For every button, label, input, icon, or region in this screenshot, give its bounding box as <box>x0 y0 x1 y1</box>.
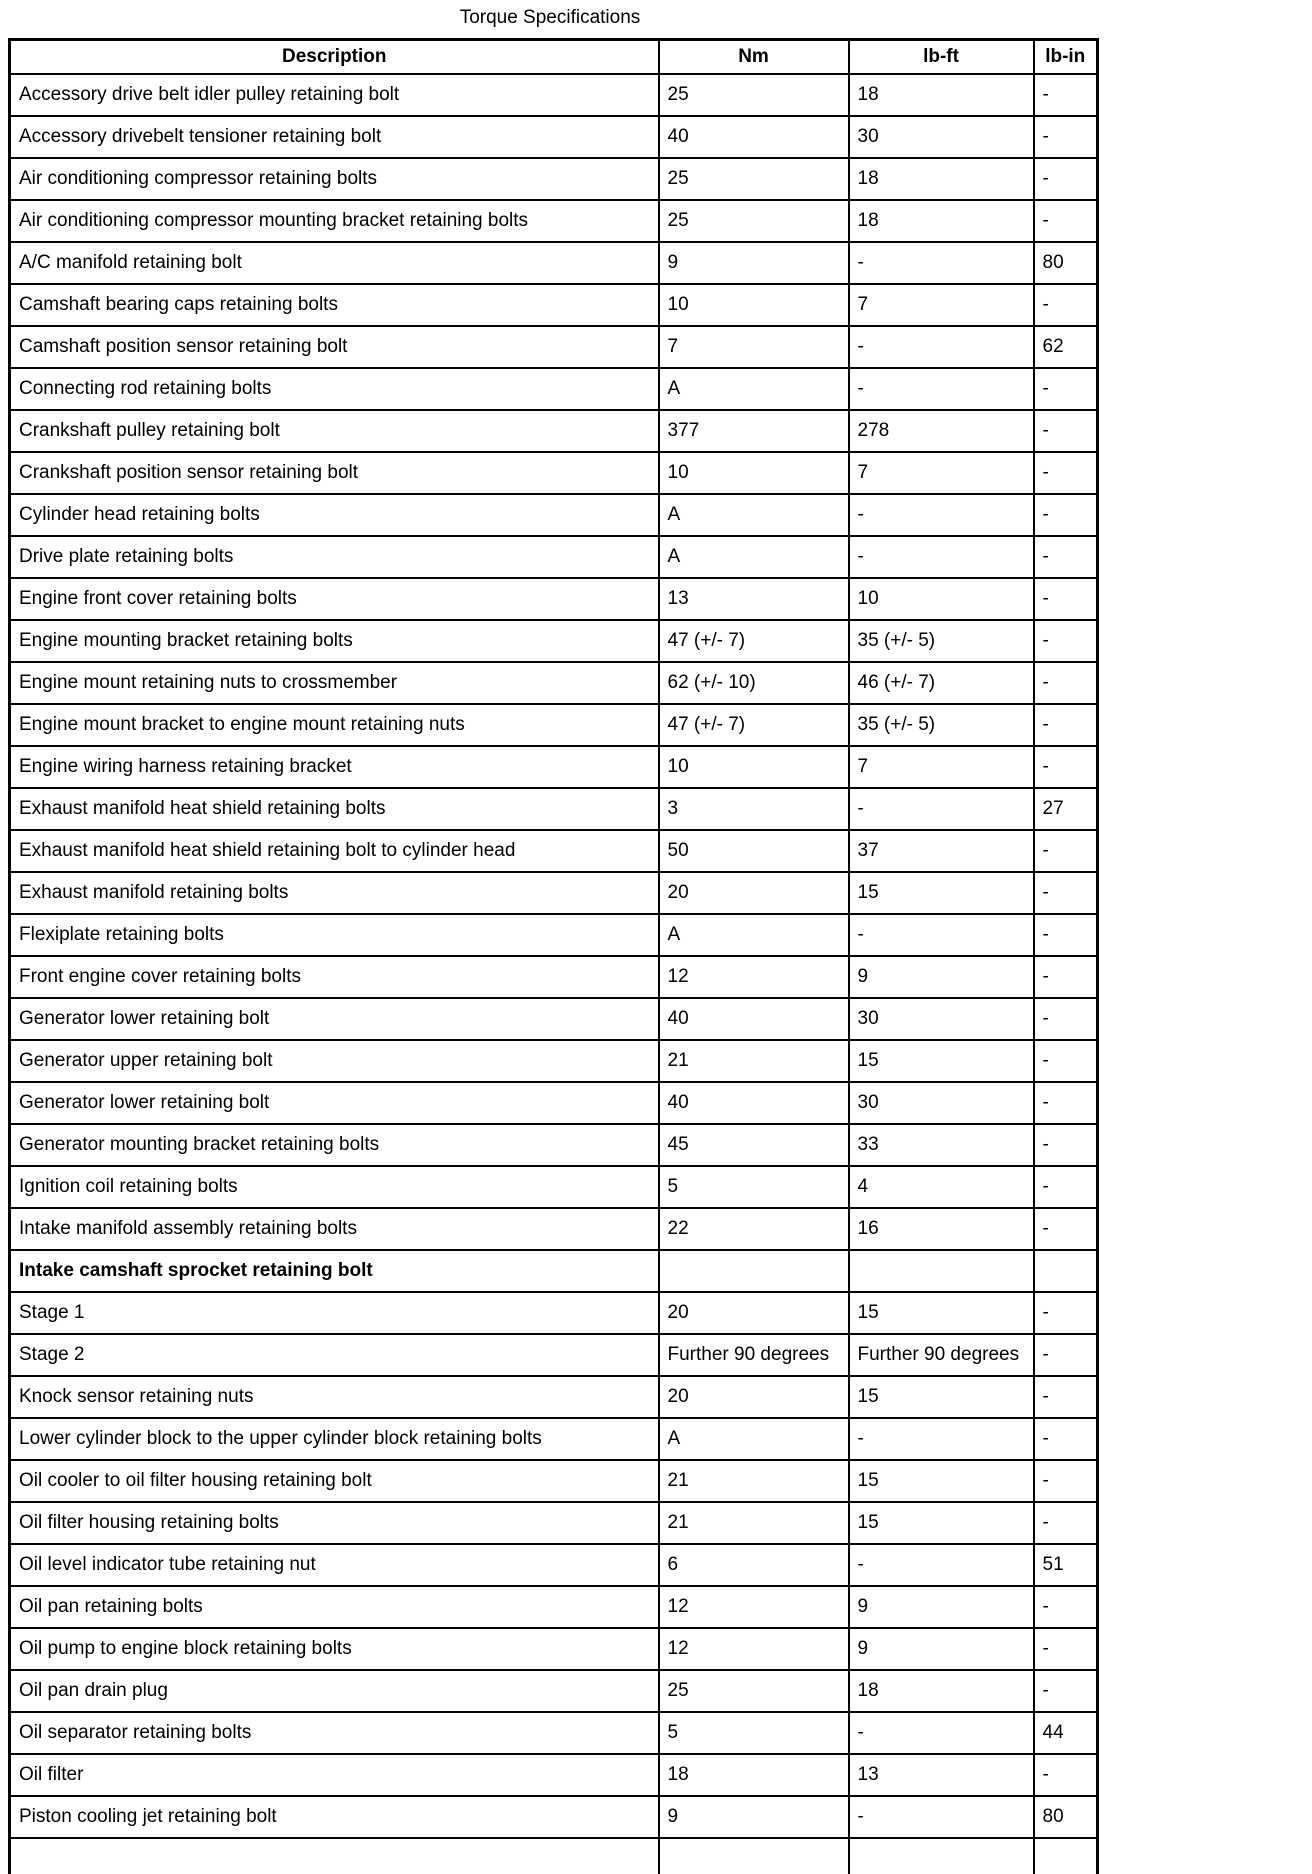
cell-nm: A <box>659 536 849 578</box>
cell-lb-ft: 18 <box>849 1670 1034 1712</box>
cell-lb-in <box>1034 1250 1098 1292</box>
table-row <box>10 1628 1098 1670</box>
table-row <box>10 158 1098 200</box>
cell-lb-ft: - <box>849 242 1034 284</box>
table-row <box>10 1544 1098 1586</box>
cell-lb-in: - <box>1034 1418 1098 1460</box>
cell-lb-ft: 30 <box>849 1082 1034 1124</box>
cell-nm: 9 <box>659 1796 849 1838</box>
cell-lb-in: - <box>1034 494 1098 536</box>
cell-nm: 21 <box>659 1040 849 1082</box>
cell-description: Camshaft bearing caps retaining bolts <box>10 284 659 326</box>
cell-lb-ft: 15 <box>849 1040 1034 1082</box>
cell-description: Camshaft position sensor retaining bolt <box>10 326 659 368</box>
cell-nm: 3 <box>659 788 849 830</box>
table-row <box>10 746 1098 788</box>
cell-description: Stage 1 <box>10 1292 659 1334</box>
cell-nm: 25 <box>659 158 849 200</box>
cell-lb-in: - <box>1034 1670 1098 1712</box>
cell-lb-ft: 15 <box>849 872 1034 914</box>
cell-description: Intake camshaft sprocket retaining bolt <box>10 1250 659 1292</box>
cell-lb-ft: 15 <box>849 1376 1034 1418</box>
cell-lb-ft: 7 <box>849 746 1034 788</box>
cell-lb-in: - <box>1034 1334 1098 1376</box>
table-row <box>10 1460 1098 1502</box>
cell-description: Accessory drivebelt tensioner retaining bolt <box>10 116 659 158</box>
table-row <box>10 1586 1098 1628</box>
cell-nm: A <box>659 914 849 956</box>
cell-nm: 20 <box>659 1376 849 1418</box>
cell-lb-ft: 4 <box>849 1166 1034 1208</box>
cell-lb-in: - <box>1034 1292 1098 1334</box>
table-row <box>10 1670 1098 1712</box>
cell-lb-in: - <box>1034 1166 1098 1208</box>
cell-nm: 13 <box>659 578 849 620</box>
cell-lb-ft: - <box>849 1712 1034 1754</box>
table-row <box>10 1754 1098 1796</box>
cell-lb-in: - <box>1034 872 1098 914</box>
cell-description: Exhaust manifold heat shield retaining bolts <box>10 788 659 830</box>
cell-description: Engine wiring harness retaining bracket <box>10 746 659 788</box>
table-row <box>10 1250 1098 1292</box>
cell-lb-ft: 15 <box>849 1292 1034 1334</box>
cell-description: Drive plate retaining bolts <box>10 536 659 578</box>
cell-nm: Further 90 degrees <box>659 1334 849 1376</box>
table-row <box>10 242 1098 284</box>
table-row <box>10 662 1098 704</box>
cell-lb-in: - <box>1034 746 1098 788</box>
table-row <box>10 368 1098 410</box>
table-row <box>10 1334 1098 1376</box>
cell-lb-ft: 30 <box>849 116 1034 158</box>
table-row <box>10 284 1098 326</box>
cell-nm: 40 <box>659 998 849 1040</box>
cell-lb-in: - <box>1034 830 1098 872</box>
cell-nm: 18 <box>659 1754 849 1796</box>
cell-nm: 22 <box>659 1208 849 1250</box>
table-row <box>10 914 1098 956</box>
cell-description: Oil pan retaining bolts <box>10 1586 659 1628</box>
cell-description: Oil cooler to oil filter housing retaining bolt <box>10 1460 659 1502</box>
cell-lb-ft: 15 <box>849 1502 1034 1544</box>
cell-description: Crankshaft position sensor retaining bolt <box>10 452 659 494</box>
cell-nm <box>659 1838 849 1874</box>
cell-description <box>10 1838 659 1874</box>
cell-description: Engine front cover retaining bolts <box>10 578 659 620</box>
table-row <box>10 116 1098 158</box>
cell-lb-in: - <box>1034 956 1098 998</box>
cell-description: Connecting rod retaining bolts <box>10 368 659 410</box>
cell-lb-ft: 16 <box>849 1208 1034 1250</box>
cell-lb-ft <box>849 1250 1034 1292</box>
table-row <box>10 1082 1098 1124</box>
cell-nm: 377 <box>659 410 849 452</box>
cell-nm: 7 <box>659 326 849 368</box>
torque-spec-table <box>8 38 1099 1874</box>
cell-lb-in: 62 <box>1034 326 1098 368</box>
cell-lb-in: - <box>1034 116 1098 158</box>
cell-description: Flexiplate retaining bolts <box>10 914 659 956</box>
cell-lb-ft: - <box>849 536 1034 578</box>
cell-lb-ft: 18 <box>849 158 1034 200</box>
cell-description: Lower cylinder block to the upper cylinder block retaining bolts <box>10 1418 659 1460</box>
cell-description: Stage 2 <box>10 1334 659 1376</box>
cell-description: Exhaust manifold retaining bolts <box>10 872 659 914</box>
table-row <box>10 536 1098 578</box>
cell-lb-in: - <box>1034 1208 1098 1250</box>
column-header-description: Description <box>10 40 659 74</box>
cell-description: Oil filter <box>10 1754 659 1796</box>
cell-nm: 12 <box>659 956 849 998</box>
cell-lb-in: - <box>1034 662 1098 704</box>
cell-lb-ft: 18 <box>849 200 1034 242</box>
table-row <box>10 74 1098 116</box>
cell-lb-in: - <box>1034 1502 1098 1544</box>
cell-description: Oil separator retaining bolts <box>10 1712 659 1754</box>
cell-lb-ft: - <box>849 326 1034 368</box>
cell-lb-ft: 33 <box>849 1124 1034 1166</box>
table-row <box>10 998 1098 1040</box>
cell-lb-in: 80 <box>1034 242 1098 284</box>
cell-nm: 25 <box>659 74 849 116</box>
table-row <box>10 1376 1098 1418</box>
cell-lb-ft: 18 <box>849 74 1034 116</box>
cell-description: Front engine cover retaining bolts <box>10 956 659 998</box>
cell-lb-in: - <box>1034 1040 1098 1082</box>
table-row <box>10 704 1098 746</box>
cell-lb-ft: 13 <box>849 1754 1034 1796</box>
cell-nm: A <box>659 1418 849 1460</box>
cell-lb-in: - <box>1034 704 1098 746</box>
table-row <box>10 956 1098 998</box>
cell-nm: 21 <box>659 1502 849 1544</box>
cell-description: Air conditioning compressor retaining bolts <box>10 158 659 200</box>
table-row <box>10 1838 1098 1874</box>
cell-description: Generator mounting bracket retaining bolts <box>10 1124 659 1166</box>
cell-nm: 10 <box>659 284 849 326</box>
cell-lb-ft: - <box>849 788 1034 830</box>
cell-nm: 47 (+/- 7) <box>659 620 849 662</box>
cell-nm: 20 <box>659 872 849 914</box>
cell-nm: 45 <box>659 1124 849 1166</box>
column-header-nm: Nm <box>659 40 849 74</box>
cell-lb-in: - <box>1034 284 1098 326</box>
table-row <box>10 1166 1098 1208</box>
table-row <box>10 200 1098 242</box>
table-row <box>10 1502 1098 1544</box>
cell-description: Engine mount bracket to engine mount retaining nuts <box>10 704 659 746</box>
cell-lb-ft: 15 <box>849 1460 1034 1502</box>
table-row <box>10 1712 1098 1754</box>
cell-lb-ft: - <box>849 1418 1034 1460</box>
cell-lb-ft <box>849 1838 1034 1874</box>
cell-description: Piston cooling jet retaining bolt <box>10 1796 659 1838</box>
cell-description: A/C manifold retaining bolt <box>10 242 659 284</box>
cell-lb-ft: Further 90 degrees <box>849 1334 1034 1376</box>
cell-lb-in: - <box>1034 158 1098 200</box>
cell-nm: 50 <box>659 830 849 872</box>
cell-nm: A <box>659 368 849 410</box>
cell-lb-in: 80 <box>1034 1796 1098 1838</box>
cell-lb-in: - <box>1034 998 1098 1040</box>
cell-lb-in: - <box>1034 620 1098 662</box>
cell-lb-ft: - <box>849 494 1034 536</box>
cell-lb-in: - <box>1034 1124 1098 1166</box>
cell-lb-in: - <box>1034 368 1098 410</box>
cell-nm: 40 <box>659 1082 849 1124</box>
cell-nm: 10 <box>659 452 849 494</box>
header-row <box>10 40 1098 74</box>
cell-description: Oil filter housing retaining bolts <box>10 1502 659 1544</box>
column-header-lb-ft: lb-ft <box>849 40 1034 74</box>
cell-nm: A <box>659 494 849 536</box>
table-row <box>10 410 1098 452</box>
cell-description: Oil level indicator tube retaining nut <box>10 1544 659 1586</box>
table-row <box>10 620 1098 662</box>
cell-lb-ft: 9 <box>849 956 1034 998</box>
cell-lb-in: - <box>1034 578 1098 620</box>
cell-lb-ft: 9 <box>849 1586 1034 1628</box>
cell-lb-in: 51 <box>1034 1544 1098 1586</box>
cell-lb-in: 27 <box>1034 788 1098 830</box>
table-row <box>10 872 1098 914</box>
cell-description: Oil pump to engine block retaining bolts <box>10 1628 659 1670</box>
cell-description: Cylinder head retaining bolts <box>10 494 659 536</box>
cell-description: Air conditioning compressor mounting bracket retaining bolts <box>10 200 659 242</box>
table-row <box>10 1292 1098 1334</box>
cell-lb-ft: 35 (+/- 5) <box>849 704 1034 746</box>
cell-lb-in <box>1034 1838 1098 1874</box>
cell-nm: 5 <box>659 1712 849 1754</box>
cell-nm: 6 <box>659 1544 849 1586</box>
cell-lb-in: - <box>1034 200 1098 242</box>
cell-nm: 12 <box>659 1628 849 1670</box>
cell-lb-ft: 7 <box>849 284 1034 326</box>
cell-nm: 20 <box>659 1292 849 1334</box>
cell-description: Exhaust manifold heat shield retaining bolt to cylinder head <box>10 830 659 872</box>
cell-lb-in: - <box>1034 1082 1098 1124</box>
cell-lb-ft: 10 <box>849 578 1034 620</box>
cell-lb-in: - <box>1034 1460 1098 1502</box>
cell-lb-in: - <box>1034 914 1098 956</box>
cell-lb-ft: - <box>849 1544 1034 1586</box>
cell-lb-ft: - <box>849 914 1034 956</box>
cell-description: Knock sensor retaining nuts <box>10 1376 659 1418</box>
cell-description: Engine mount retaining nuts to crossmember <box>10 662 659 704</box>
table-row <box>10 1418 1098 1460</box>
cell-nm <box>659 1250 849 1292</box>
cell-description: Oil pan drain plug <box>10 1670 659 1712</box>
cell-description: Generator lower retaining bolt <box>10 998 659 1040</box>
cell-description: Engine mounting bracket retaining bolts <box>10 620 659 662</box>
cell-lb-ft: 30 <box>849 998 1034 1040</box>
table-row <box>10 578 1098 620</box>
cell-lb-in: - <box>1034 1754 1098 1796</box>
cell-nm: 12 <box>659 1586 849 1628</box>
table-row <box>10 1208 1098 1250</box>
table-row <box>10 452 1098 494</box>
cell-lb-ft: - <box>849 1796 1034 1838</box>
cell-lb-in: - <box>1034 410 1098 452</box>
cell-lb-ft: - <box>849 368 1034 410</box>
column-header-lb-in: lb-in <box>1034 40 1098 74</box>
cell-lb-ft: 278 <box>849 410 1034 452</box>
page-title: Torque Specifications <box>459 7 641 28</box>
cell-lb-ft: 35 (+/- 5) <box>849 620 1034 662</box>
table-row <box>10 788 1098 830</box>
cell-lb-in: - <box>1034 1628 1098 1670</box>
cell-description: Generator upper retaining bolt <box>10 1040 659 1082</box>
cell-nm: 21 <box>659 1460 849 1502</box>
cell-nm: 25 <box>659 1670 849 1712</box>
cell-nm: 25 <box>659 200 849 242</box>
cell-lb-in: - <box>1034 1376 1098 1418</box>
table-row <box>10 830 1098 872</box>
cell-lb-in: 44 <box>1034 1712 1098 1754</box>
cell-lb-ft: 7 <box>849 452 1034 494</box>
cell-lb-ft: 46 (+/- 7) <box>849 662 1034 704</box>
cell-description: Ignition coil retaining bolts <box>10 1166 659 1208</box>
cell-lb-in: - <box>1034 536 1098 578</box>
cell-nm: 9 <box>659 242 849 284</box>
table-row <box>10 1124 1098 1166</box>
cell-lb-in: - <box>1034 74 1098 116</box>
cell-lb-in: - <box>1034 1586 1098 1628</box>
table-body <box>10 74 1098 1874</box>
cell-description: Accessory drive belt idler pulley retaining bolt <box>10 74 659 116</box>
cell-nm: 47 (+/- 7) <box>659 704 849 746</box>
cell-description: Generator lower retaining bolt <box>10 1082 659 1124</box>
cell-nm: 5 <box>659 1166 849 1208</box>
cell-nm: 62 (+/- 10) <box>659 662 849 704</box>
cell-lb-ft: 37 <box>849 830 1034 872</box>
table-row <box>10 1040 1098 1082</box>
cell-nm: 10 <box>659 746 849 788</box>
table-row <box>10 326 1098 368</box>
cell-nm: 40 <box>659 116 849 158</box>
table-row <box>10 494 1098 536</box>
cell-description: Intake manifold assembly retaining bolts <box>10 1208 659 1250</box>
table-row <box>10 1796 1098 1838</box>
cell-description: Crankshaft pulley retaining bolt <box>10 410 659 452</box>
cell-lb-in: - <box>1034 452 1098 494</box>
cell-lb-ft: 9 <box>849 1628 1034 1670</box>
